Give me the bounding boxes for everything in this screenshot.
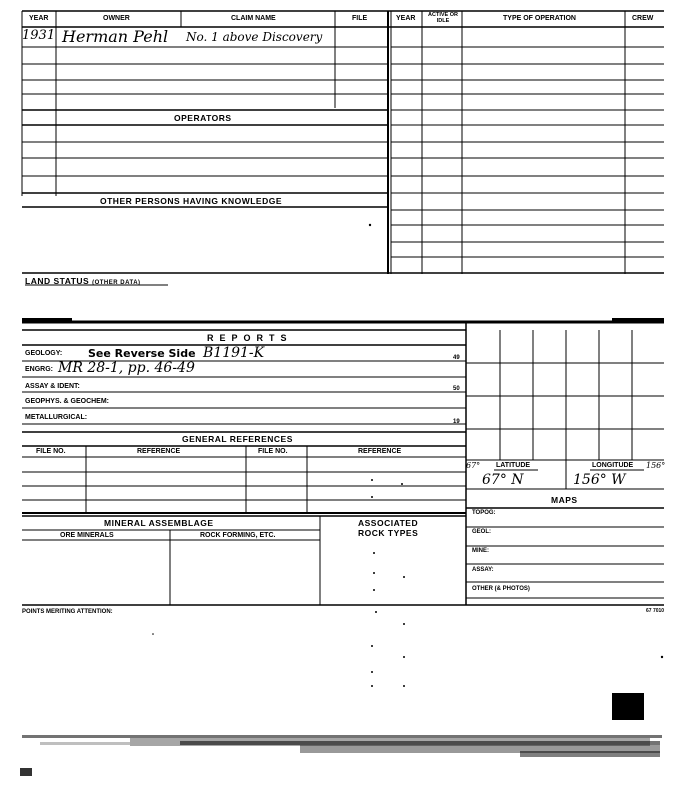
margin-number-1: 49 xyxy=(453,355,460,361)
other-persons-header: OTHER PERSONS HAVING KNOWLEDGE xyxy=(100,196,283,206)
header-active-or-idle: ACTIVE OR IDLE xyxy=(428,12,458,24)
longitude-value: 156° W xyxy=(573,472,626,488)
col-file-no-2: FILE NO. xyxy=(258,448,288,455)
general-references-header: GENERAL REFERENCES xyxy=(182,434,293,444)
col-reference-1: REFERENCE xyxy=(137,448,181,455)
col-file-no-1: FILE NO. xyxy=(36,448,66,455)
header-year: YEAR xyxy=(29,15,49,22)
operators-header: OPERATORS xyxy=(174,113,232,123)
header-file: FILE xyxy=(352,15,368,22)
geology-hand: B1191-K xyxy=(203,345,265,361)
ore-minerals-label: ORE MINERALS xyxy=(60,532,114,539)
assay-label: ASSAY & IDENT: xyxy=(25,383,80,390)
metallurgical-label: METALLURGICAL: xyxy=(25,414,88,421)
maps-topog: TOPOG: xyxy=(472,510,496,516)
associated-label: ASSOCIATED xyxy=(358,518,419,528)
entry-claim-name: No. 1 above Discovery xyxy=(186,30,323,44)
geology-label: GEOLOGY: xyxy=(25,350,63,357)
mineral-assemblage-header: MINERAL ASSEMBLAGE xyxy=(104,518,214,528)
points-label: POINTS MERITING ATTENTION: xyxy=(22,609,113,615)
maps-other: OTHER (& PHOTOS) xyxy=(472,586,530,592)
engrg-hand: MR 28-1, pp. 46-49 xyxy=(58,360,195,376)
rock-types-label: ROCK TYPES xyxy=(358,528,419,538)
long-suffix: 156° xyxy=(646,461,666,470)
entry-owner: Herman Pehl xyxy=(62,27,169,46)
margin-number-3: 19 xyxy=(453,419,460,425)
margin-number-2: 50 xyxy=(453,386,460,392)
col-reference-2: REFERENCE xyxy=(358,448,402,455)
longitude-label: LONGITUDE xyxy=(592,462,634,469)
latitude-label: LATITUDE xyxy=(496,462,531,469)
maps-geol: GEOL: xyxy=(472,529,491,535)
reports-header: REPORTS xyxy=(207,333,293,343)
lat-prefix: 67° xyxy=(466,461,481,470)
header-type-of-operation: TYPE OF OPERATION xyxy=(503,15,576,22)
header-claim-name: CLAIM NAME xyxy=(231,15,276,22)
land-status-label: LAND STATUS (OTHER DATA) xyxy=(25,276,141,286)
engrg-label: ENGRG: xyxy=(25,366,53,373)
latitude-value: 67° N xyxy=(482,472,524,488)
header-owner: OWNER xyxy=(103,15,130,22)
scan-noise-band xyxy=(20,735,662,776)
header-year-right: YEAR xyxy=(396,15,416,22)
black-square xyxy=(612,693,644,720)
form-number: 67 7010 xyxy=(646,608,665,614)
maps-mine: MINE: xyxy=(472,548,489,554)
entry-year: 1931 xyxy=(22,28,56,43)
maps-header: MAPS xyxy=(551,495,578,505)
rock-forming-label: ROCK FORMING, ETC. xyxy=(200,532,276,539)
geophys-label: GEOPHYS. & GEOCHEM: xyxy=(25,398,110,405)
maps-assay: ASSAY: xyxy=(472,567,494,573)
header-crew: CREW xyxy=(632,15,654,22)
geology-stamp: See Reverse Side xyxy=(88,347,196,360)
